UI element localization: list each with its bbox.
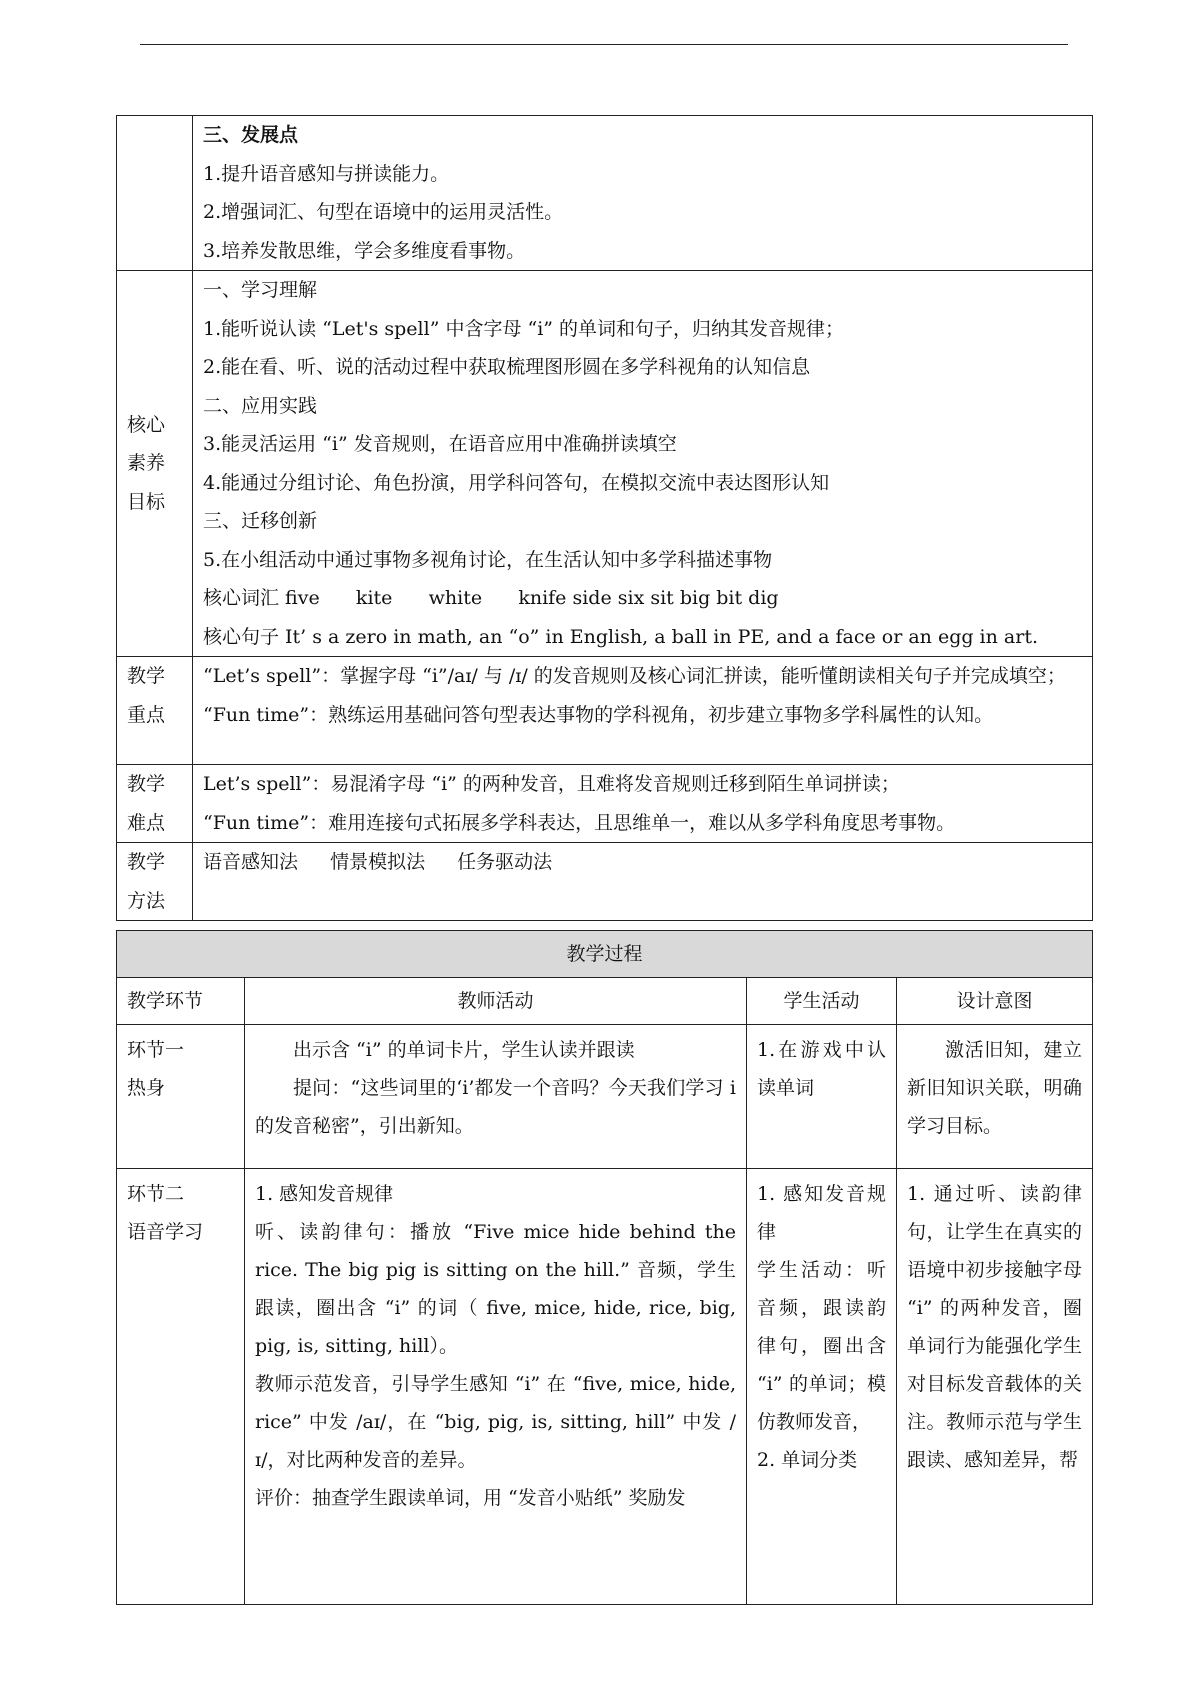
development-item: 3.培养发散思维，学会多维度看事物。	[203, 239, 526, 262]
key-point-item: “Let’s spell”：掌握字母 “i”/aɪ/ 与 /ɪ/ 的发音规则及核心词汇拼读，能听懂朗读相关句子并完成填空；	[203, 665, 1066, 687]
student-activity-cell: 1.在游戏中认读单词	[747, 1025, 897, 1169]
stage-cell: 环节一 热身	[117, 1025, 245, 1169]
teacher-activity-cell: 1. 感知发音规律 听、读韵律句：播放 “Five mice hide behind the rice. The big pig is sitting on the hill.” 音频，学生跟读，圈出含 “i” 的词（ five, mice, hide, rice, big, pig, is, sitting, hill）。 教师示范发音，引导学生感知 “i” 在 “five, mice, hide, rice” 中发 /aɪ/，在 “big, pig, is, sitting, hill” 中发 /ɪ/，对比两种发音的差异。 评价：抽查学生跟读单词，用 “发音小贴纸” 奖励发	[245, 1169, 747, 1605]
header-teacher: 教师活动	[245, 978, 747, 1025]
header-intent: 设计意图	[897, 978, 1093, 1025]
teacher-activity-cell: 出示含 “i” 的单词卡片，学生认读并跟读 提问：“这些词里的‘i’都发一个音吗？今天我们学习 i 的发音秘密”，引出新知。	[245, 1025, 747, 1169]
method-item: 语音感知法	[203, 851, 299, 873]
section-heading: 二、应用实践	[203, 394, 318, 417]
method-item: 情景模拟法	[330, 851, 426, 873]
process-row-1	[117, 1025, 1093, 1169]
difficulty-item: Let’s spell”：易混淆字母 “i” 的两种发音，且难将发音规则迁移到陌生单词拼读；	[203, 773, 900, 795]
design-intent-cell: 1. 通过听、读韵律句，让学生在真实的语境中初步接触字母 “i” 的两种发音，圈单词行为能强化学生对目标发音载体的关注。教师示范与学生跟读、感知差异，帮	[897, 1169, 1093, 1605]
core-vocabulary: 核心词汇 five kite white knife side six sit big bit dig	[203, 587, 779, 609]
methods-label: 教学 方法	[117, 843, 193, 921]
process-row-2	[117, 1169, 1093, 1605]
core-sentence: 核心句子 It’ s a zero in math, an “o” in English, a ball in PE, and a face or an egg in art.	[203, 625, 1038, 648]
process-banner-row	[117, 931, 1093, 978]
core-literacy-label: 核心 素养 目标	[117, 271, 193, 657]
header-student: 学生活动	[747, 978, 897, 1025]
development-item: 2.增强词汇、句型在语境中的运用灵活性。	[203, 201, 564, 223]
objective-item: 1.能听说认读 “Let's spell” 中含字母 “i” 的单词和句子，归纳其发音规律；	[203, 317, 845, 340]
core-literacy-row	[117, 271, 1093, 657]
design-intent-cell: 激活旧知，建立新旧知识关联，明确学习目标。	[897, 1025, 1093, 1169]
header-stage: 教学环节	[117, 978, 245, 1025]
method-item: 任务驱动法	[457, 851, 553, 873]
core-literacy-content	[193, 271, 1093, 657]
development-row	[117, 116, 1093, 271]
header-rule	[140, 44, 1068, 45]
key-points-content	[193, 657, 1093, 765]
development-label-cell	[117, 116, 193, 271]
difficulties-label: 教学 难点	[117, 765, 193, 843]
objective-item: 5.在小组活动中通过事物多视角讨论，在生活认知中多学科描述事物	[203, 548, 773, 571]
section-heading: 一、学习理解	[203, 279, 318, 301]
objective-item: 3.能灵活运用 “i” 发音规则，在语音应用中准确拼读填空	[203, 433, 677, 455]
methods-content	[193, 843, 1093, 921]
key-points-row	[117, 657, 1093, 765]
difficulty-item: “Fun time”：难用连接句式拓展多学科表达，且思维单一，难以从多学科角度思考事物。	[203, 811, 956, 834]
methods-row	[117, 843, 1093, 921]
development-item: 1.提升语音感知与拼读能力。	[203, 162, 450, 185]
key-point-item: “Fun time”：熟练运用基础问答句型表达事物的学科视角，初步建立事物多学科属性的认知。	[203, 703, 994, 726]
section-heading: 三、迁移创新	[203, 510, 318, 532]
process-table	[116, 930, 1093, 1605]
objective-item: 4.能通过分组讨论、角色扮演，用学科问答句，在模拟交流中表达图形认知	[203, 471, 830, 494]
development-content	[193, 116, 1093, 271]
key-points-label: 教学 重点	[117, 657, 193, 765]
stage-cell: 环节二 语音学习	[117, 1169, 245, 1605]
objective-item: 2.能在看、听、说的活动过程中获取梳理图形圆在多学科视角的认知信息	[203, 356, 811, 378]
process-banner: 教学过程	[117, 931, 1093, 978]
header-row	[117, 978, 1093, 1025]
student-activity-cell: 1. 感知发音规律 学生活动：听音频，跟读韵律句，圈出含 “i” 的单词；模仿教师发音， 2. 单词分类	[747, 1169, 897, 1605]
development-heading: 三、发展点	[203, 124, 299, 146]
difficulties-row	[117, 765, 1093, 843]
difficulties-content	[193, 765, 1093, 843]
objectives-table	[116, 115, 1093, 921]
